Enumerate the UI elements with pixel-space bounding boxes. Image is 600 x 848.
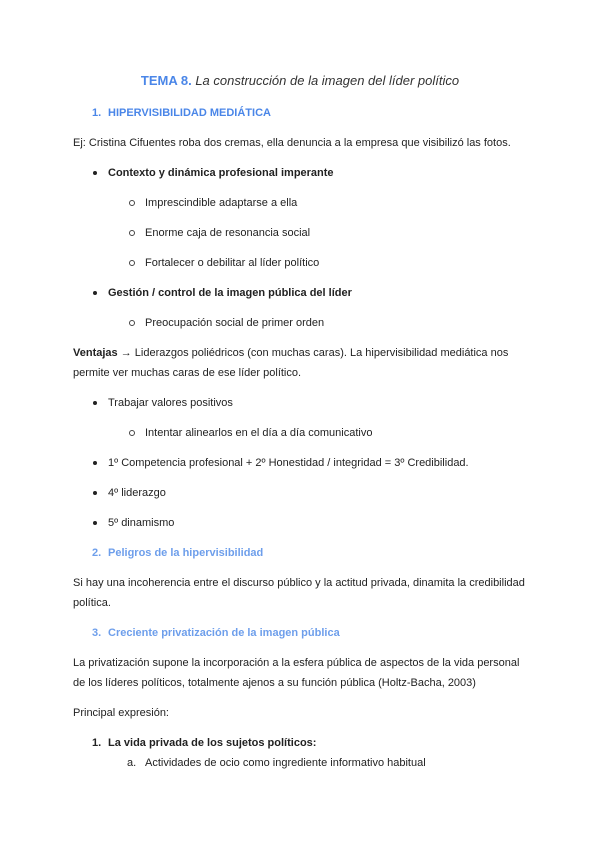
section-3-number: 3.: [92, 627, 102, 639]
section-3-text-1: La privatización supone la incorporación a la esfera pública de aspectos de la vida personal: [73, 657, 520, 669]
section-1-heading: HIPERVISIBILIDAD MEDIÁTICA: [108, 107, 271, 119]
title-text: La construcción de la imagen del líder político: [195, 73, 460, 88]
bullet-6-label: 5º dinamismo: [108, 517, 175, 529]
section-3-text-2: de los líderes políticos, totalmente ajenos a su función pública (Holtz-Bacha, 2003): [73, 677, 476, 689]
principal-expresion: Principal expresión:: [73, 707, 169, 719]
sub-bullet-circle: [129, 260, 135, 266]
bullet-dot: [93, 291, 97, 295]
sub-bullet-2-1: Preocupación social de primer orden: [145, 317, 325, 329]
list-1a-letter: a.: [127, 757, 137, 769]
list-1-number: 1.: [92, 737, 102, 749]
bullet-2-label: Gestión / control de la imagen pública del líder: [108, 287, 352, 299]
sub-bullet-circle: [129, 320, 135, 326]
sub-bullet-circle: [129, 230, 135, 236]
sub-bullet-3-1: Intentar alinearlos en el día a día comunicativo: [145, 427, 373, 439]
title-number: TEMA 8.: [140, 73, 192, 88]
bullet-dot: [93, 521, 97, 525]
bullet-1-label: Contexto y dinámica profesional imperante: [108, 167, 334, 179]
example-text: Ej: Cristina Cifuentes roba dos cremas, ella denuncia a la empresa que visibilizó las fotos.: [73, 137, 511, 149]
sub-bullet-1-3: Fortalecer o debilitar al líder político: [145, 257, 320, 269]
bullet-dot: [93, 401, 97, 405]
list-1-label: La vida privada de los sujetos políticos:: [108, 737, 317, 749]
ventajas-text-1: Liderazgos poliédricos (con muchas caras). La hipervisibilidad mediática nos: [134, 347, 509, 359]
section-2-heading: Peligros de la hipervisibilidad: [108, 547, 264, 559]
bullet-dot: [93, 171, 97, 175]
sub-bullet-1-1: Imprescindible adaptarse a ella: [145, 197, 298, 209]
sub-bullet-1-2: Enorme caja de resonancia social: [145, 227, 311, 239]
page-title: [0, 72, 600, 90]
bullet-4-label: 1º Competencia profesional + 2º Honestidad / integridad = 3º Credibilidad.: [108, 457, 469, 469]
sub-bullet-circle: [129, 200, 135, 206]
bullet-dot: [93, 491, 97, 495]
section-1-number: 1.: [92, 107, 102, 119]
arrow-icon: →: [120, 347, 132, 359]
ventajas-line-2: permite ver muchas caras de ese líder político.: [73, 367, 302, 379]
section-2-text-1: Si hay una incoherencia entre el discurso público y la actitud privada, dinamita la credibilidad: [73, 577, 525, 589]
list-1a-label: Actividades de ocio como ingrediente informativo habitual: [145, 757, 426, 769]
bullet-dot: [93, 461, 97, 465]
sub-bullet-circle: [129, 430, 135, 436]
bullet-3-label: Trabajar valores positivos: [108, 397, 233, 409]
section-3-heading: Creciente privatización de la imagen pública: [108, 627, 340, 639]
section-2-text-2: política.: [73, 597, 111, 609]
section-2-number: 2.: [92, 547, 102, 559]
ventajas-label: Ventajas: [73, 347, 118, 359]
ventajas-line-1: [73, 346, 508, 360]
bullet-5-label: 4º liderazgo: [108, 487, 166, 499]
